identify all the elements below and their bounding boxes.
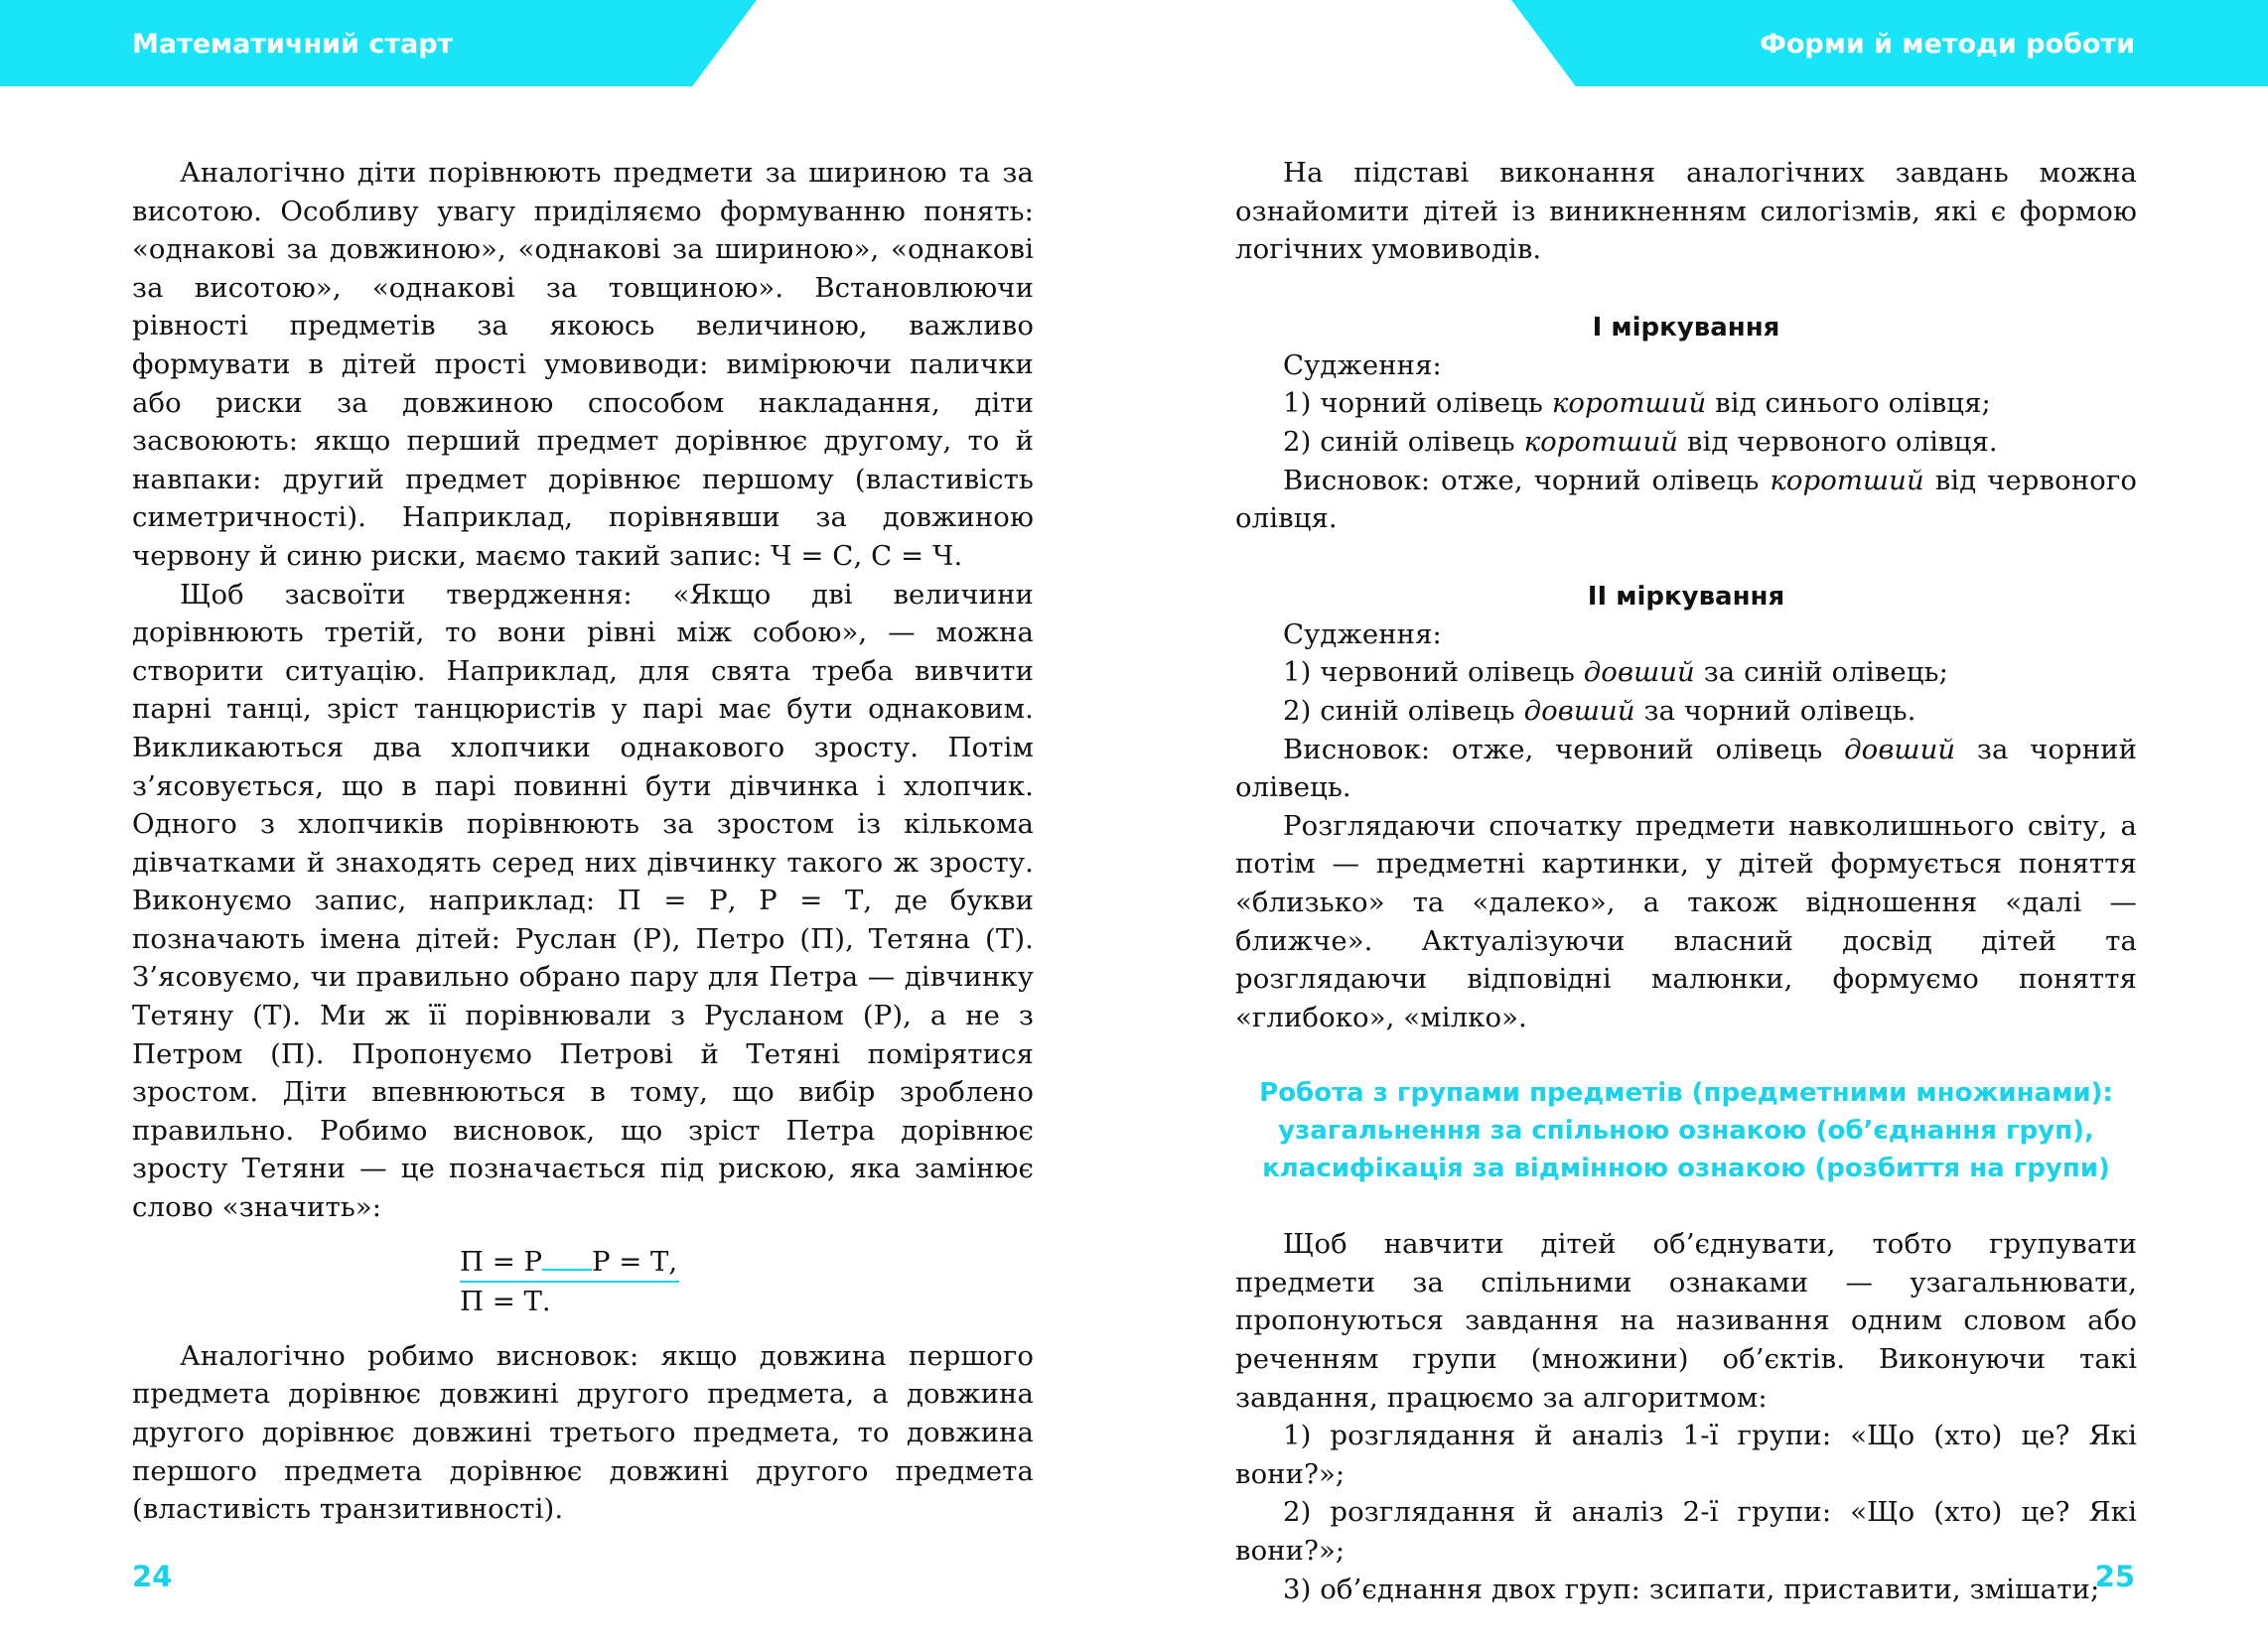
left-page-body — [132, 154, 1034, 1529]
section-heading-accent: Робота з групами предметів (предметними множинами): узагальнення за спільною ознакою (об’єднання груп), класифікація за відмінною ознакою (розбиття на групи) — [1259, 1078, 2113, 1184]
judgement-item: 1) чорний олівець коротший від синього олівця; — [1283, 387, 1991, 420]
judgement-item: 1) червоний олівець довший за синій олівець; — [1283, 656, 1948, 689]
section-heading: ІІ міркування — [1587, 581, 1785, 612]
paragraph: Розглядаючи спочатку предмети навколишнього світу, а потім — предметні картинки, у дітей формується поняття «близько» та «далеко», а також відношення «далі — ближче». Актуалізуючи власний досвід дітей та розглядаючи відповідні малюнки, формуємо поняття «глибоко», «мілко». — [1235, 809, 2137, 1033]
judgement-label: Судження: — [1283, 348, 1442, 381]
formula-term: Р = Т, — [592, 1245, 678, 1278]
paragraph: Щоб засвоїти твердження: «Якщо дві величини дорівнюють третій, то вони рівні між собою», — можна створити ситуацію. Наприклад, для свята треба вивчити парні танці, зріст танцюристів у парі має бути однаковим. Викликаються два хлопчики однакового зросту. Потім з’ясовується, що в парі повинні бути дівчинка і хлопчик. Одного з хлопчиків порівнюють за зростом із кількома дівчатками й знаходять серед них дівчинку такого ж зросту. Виконуємо запис, наприклад: П = Р, Р = Т, де букви позначають імена дітей: Руслан (Р), Петро (П), Тетяна (Т). З’ясовуємо, чи правильно обрано пару для Петра — дівчинку Тетяну (Т). Ми ж її порівнювали з Русланом (Р), а не з Петром (П). Пропонуємо Петрові й Тетяні помірятися зростом. Діти впевнюються в тому, що вибір зроблено правильно. Робимо висновок, що зріст Петра дорівнює зросту Тетяни — це позначається під рискою, яка замінює слово «значить»: — [132, 578, 1034, 1224]
algorithm-step: 2) розглядання й аналіз 2-ї групи: «Що (хто) це? Які вони?»; — [1235, 1496, 2137, 1568]
right-page-body — [1235, 154, 2137, 1608]
algorithm-step: 1) розглядання й аналіз 1-ї групи: «Що (хто) це? Які вони?»; — [1235, 1420, 2137, 1490]
running-header-right: Форми й методи роботи — [1760, 29, 2135, 60]
paragraph: Аналогічно діти порівнюють предмети за шириною та за висотою. Особливу увагу приділяємо формуванню понять: «однакові за довжиною», «однакові за шириною», «однакові за висотою», «однакові за товщиною». Встановлюючи рівності предметів за якоюсь величиною, важливо формувати в дітей прості умовиводи: вимірюючи палички або риски за довжиною способом накладання, діти засвоюють: якщо перший предмет дорівнює другому, то й навпаки: другий предмет дорівнює першому (властивість симетричності). Наприклад, порівнявши за довжиною червону й синю риски, маємо такий запис: Ч = С, С = Ч. — [132, 157, 1034, 572]
conclusion: Висновок: отже, чорний олівець коротший від червоного олівця. — [1235, 464, 2137, 535]
section-heading: І міркування — [1592, 312, 1780, 342]
paragraph: Аналогічно робимо висновок: якщо довжина першого предмета дорівнює довжині другого предмета, а довжина другого дорівнює довжині третього предмета, то довжина першого предмета дорівнює довжині другого предмета (властивість транзитивності). — [132, 1339, 1034, 1526]
conclusion: Висновок: отже, червоний олівець довший за чорний олівець. — [1235, 733, 2137, 804]
formula — [460, 1243, 1034, 1321]
page-number-left: 24 — [132, 1560, 173, 1593]
judgement-item: 2) синій олівець коротший від червоного олівця. — [1283, 425, 1998, 458]
formula-result: П = Т. — [460, 1286, 551, 1318]
judgement-item: 2) синій олівець довший за чорний олівець. — [1283, 694, 1916, 727]
paragraph: На підставі виконання аналогічних завдань можна ознайомити дітей із виникненням силогізмів, які є формою логічних умовиводів. — [1235, 157, 2137, 266]
formula-term: П = Р — [460, 1245, 543, 1278]
judgement-label: Судження: — [1283, 617, 1442, 650]
running-header-left: Математичний старт — [132, 29, 454, 60]
page-number-right: 25 — [2094, 1560, 2135, 1593]
paragraph: Щоб навчити дітей об’єднувати, тобто групувати предмети за спільними ознаками — узагальнювати, пропонуються завдання на називання одним словом або реченням групи (множини) об’єктів. Виконуючи такі завдання, працюємо за алгоритмом: — [1235, 1228, 2137, 1414]
algorithm-step: 3) об’єднання двох груп: зсипати, приставити, змішати; — [1283, 1573, 2100, 1605]
